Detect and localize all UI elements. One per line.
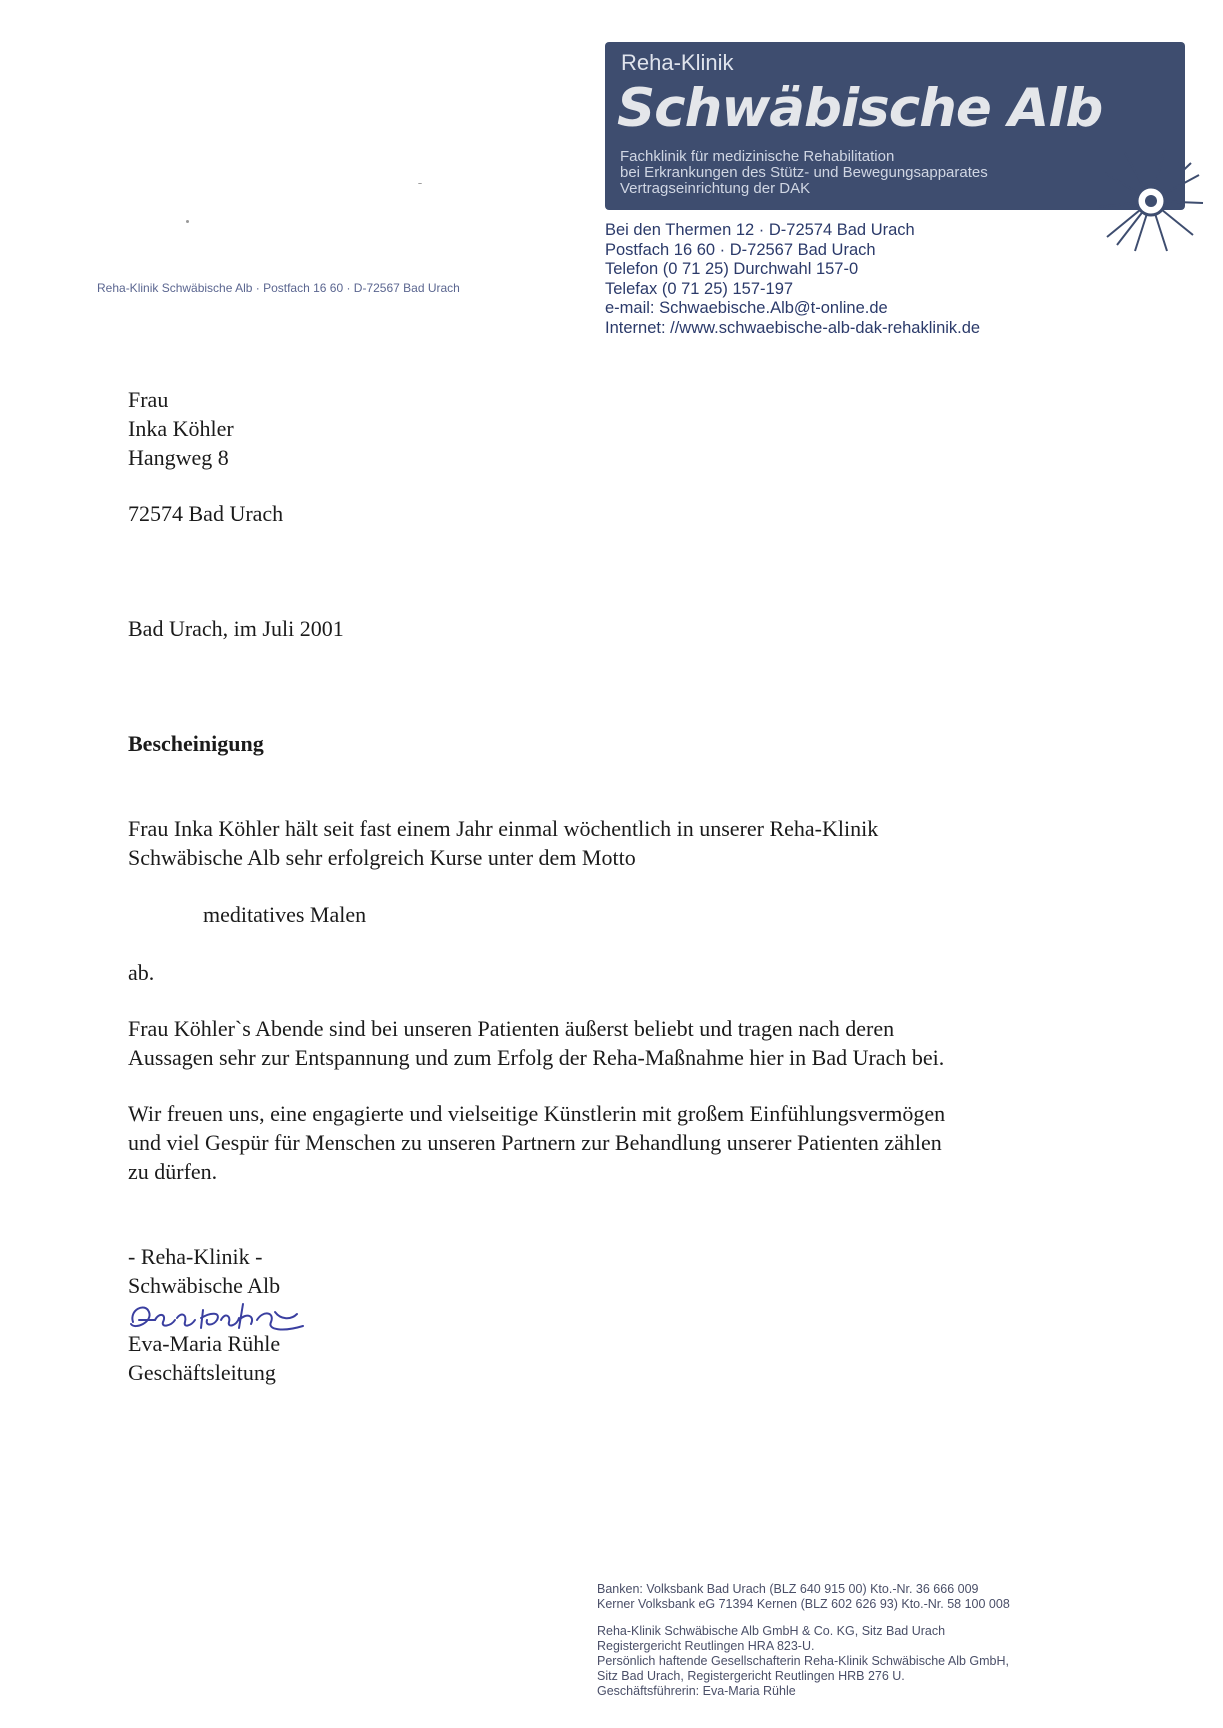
closing-line-2: Schwäbische Alb <box>128 1273 281 1298</box>
signer-role: Geschäftsleitung <box>128 1360 276 1385</box>
footer-company <box>597 1624 1009 1699</box>
address-line: Bei den Thermen 12 · D-72574 Bad Urach <box>605 221 915 239</box>
footer-line: Persönlich haftende Gesellschafterin Reha-Klinik Schwäbische Alb GmbH, <box>597 1654 1010 1668</box>
letterhead-description-line: Fachklinik für medizinische Rehabilitation <box>620 148 895 165</box>
footer-line: Geschäftsführerin: Eva-Maria Rühle <box>597 1684 796 1698</box>
closing-line-1: - Reha-Klinik - <box>128 1244 263 1269</box>
paragraph-line: Frau Inka Köhler hält seit fast einem Jahr einmal wöchentlich in unserer Reha-Klinik <box>128 816 879 841</box>
footer-line: Banken: Volksbank Bad Urach (BLZ 640 915 00) Kto.-Nr. 36 666 009 <box>597 1582 979 1596</box>
clinic-address <box>605 221 980 338</box>
subject: Bescheinigung <box>128 731 264 756</box>
recipient-street: Hangweg 8 <box>128 445 229 470</box>
scan-speck <box>418 183 422 184</box>
scan-speck <box>186 220 189 223</box>
letterhead-description <box>620 149 988 197</box>
address-line: Telefax (0 71 25) 157-197 <box>605 279 794 298</box>
paragraph-line: zu dürfen. <box>128 1159 218 1184</box>
footer-line: Reha-Klinik Schwäbische Alb GmbH & Co. KG, Sitz Bad Urach <box>597 1624 946 1638</box>
recipient-block <box>128 385 283 528</box>
motto: meditatives Malen <box>203 902 367 927</box>
handwritten-signature <box>125 1290 325 1340</box>
paragraph-2 <box>128 1014 944 1072</box>
recipient-salutation: Frau <box>128 387 169 412</box>
letterhead-pretitle: Reha-Klinik <box>621 50 734 75</box>
paragraph-1 <box>128 814 878 872</box>
paragraph-3 <box>128 1099 945 1186</box>
paragraph-line: und viel Gespür für Menschen zu unseren Partnern zur Behandlung unserer Patienten zählen <box>128 1130 942 1155</box>
recipient-name: Inka Köhler <box>128 416 234 441</box>
return-address: Reha-Klinik Schwäbische Alb · Postfach 16 60 · D-72567 Bad Urach <box>97 281 460 295</box>
address-line: Postfach 16 60 · D-72567 Bad Urach <box>605 240 876 259</box>
letterhead-description-line: bei Erkrankungen des Stütz- und Bewegungsapparates <box>620 164 988 181</box>
paragraph-line: Aussagen sehr zur Entspannung und zum Erfolg der Reha-Maßnahme hier in Bad Urach bei. <box>128 1045 945 1070</box>
recipient-city: 72574 Bad Urach <box>128 501 284 526</box>
footer-line: Registergericht Reutlingen HRA 823-U. <box>597 1639 815 1653</box>
footer-line: Kerner Volksbank eG 71394 Kernen (BLZ 602 626 93) Kto.-Nr. 58 100 008 <box>597 1597 1010 1611</box>
paragraph-line: Schwäbische Alb sehr erfolgreich Kurse unter dem Motto <box>128 845 636 870</box>
ab-line: ab. <box>128 960 155 985</box>
signer-name: Eva-Maria Rühle <box>128 1331 281 1356</box>
letterhead-description-line: Vertragseinrichtung der DAK <box>620 180 811 197</box>
address-line: Telefon (0 71 25) Durchwahl 157-0 <box>605 260 859 278</box>
sun-flower-icon <box>1095 145 1207 257</box>
date-line: Bad Urach, im Juli 2001 <box>128 616 344 641</box>
footer-line: Sitz Bad Urach, Registergericht Reutlingen HRB 276 U. <box>597 1669 905 1683</box>
footer-banks <box>597 1582 1010 1612</box>
paragraph-line: Wir freuen uns, eine engagierte und vielseitige Künstlerin mit großem Einfühlungsvermögen <box>128 1101 946 1126</box>
address-line: Internet: //www.schwaebische-alb-dak-rehaklinik.de <box>605 318 981 337</box>
paragraph-line: Frau Köhler`s Abende sind bei unseren Patienten äußerst beliebt und tragen nach deren <box>128 1016 895 1041</box>
letterhead-name: Schwäbische Alb <box>617 78 1103 139</box>
address-line: e-mail: Schwaebische.Alb@t-online.de <box>605 299 888 317</box>
